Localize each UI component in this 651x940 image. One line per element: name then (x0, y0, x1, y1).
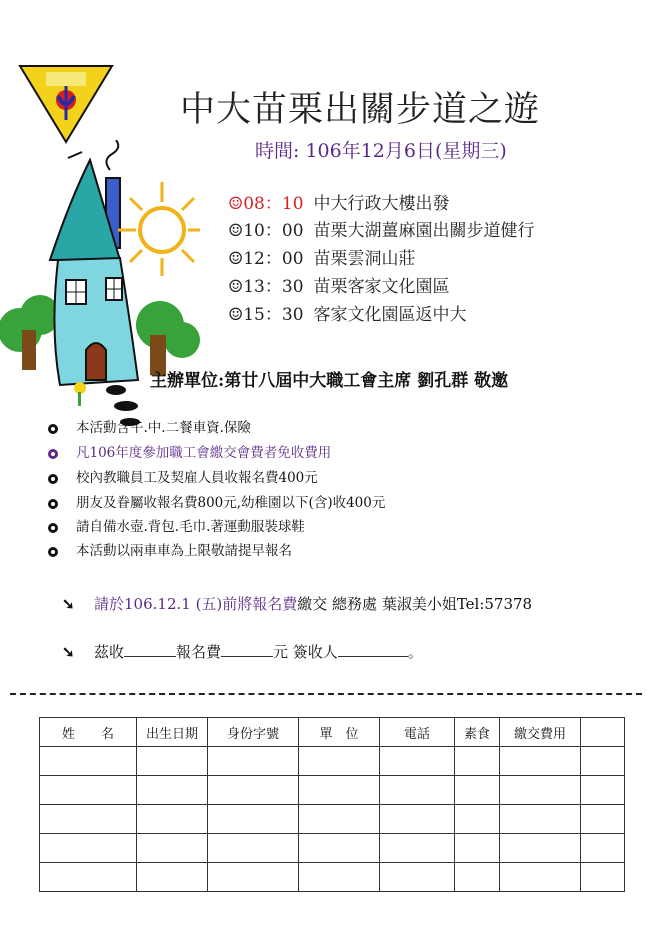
form-cell[interactable] (299, 863, 380, 892)
form-cell[interactable] (500, 776, 581, 805)
event-date: 時間: 106年12月6日(星期三) (255, 140, 507, 162)
receipt-line: ➘ 茲收 報名費 元 簽收人 。 (62, 643, 423, 661)
form-cell[interactable] (299, 834, 380, 863)
form-cell[interactable] (208, 776, 299, 805)
form-cell[interactable] (137, 805, 208, 834)
bullet-icon (48, 449, 58, 459)
form-cell[interactable] (581, 834, 625, 863)
schedule-item (228, 300, 467, 325)
col-vegetarian: 素食 (455, 718, 500, 747)
form-cell[interactable] (40, 747, 137, 776)
col-phone: 電話 (380, 718, 455, 747)
bullet-icon (48, 474, 58, 484)
form-cell[interactable] (208, 805, 299, 834)
form-cell[interactable] (208, 747, 299, 776)
schedule-item (228, 189, 450, 214)
registration-table (39, 717, 625, 892)
blank-field[interactable] (221, 656, 273, 657)
form-cell[interactable] (40, 863, 137, 892)
table-row (40, 747, 625, 776)
col-name: 姓 名 (40, 718, 137, 747)
table-row (40, 805, 625, 834)
note-item: 凡106年度參加職工會繳交會費者免收費用 (48, 441, 331, 461)
bullet-icon (48, 499, 58, 509)
note-item: 請自備水壺.背包.毛巾.著運動服裝球鞋 (48, 515, 305, 535)
form-cell[interactable] (500, 863, 581, 892)
blank-field[interactable] (338, 656, 408, 657)
table-row (40, 776, 625, 805)
form-cell[interactable] (380, 805, 455, 834)
form-cell[interactable] (137, 776, 208, 805)
table-row (40, 834, 625, 863)
schedule-place: 苗栗雲洞山莊 (313, 249, 416, 269)
form-cell[interactable] (581, 863, 625, 892)
note-item: 本活動含午.中.二餐車資.保險 (48, 416, 251, 436)
bullet-icon (48, 424, 58, 434)
form-cell[interactable] (208, 834, 299, 863)
page-title: 中大苗栗出關步道之遊 (180, 90, 541, 130)
schedule-time: ☺08：10 (228, 194, 304, 214)
payment-instruction: ➘ 請於106.12.1 (五)前將報名費繳交 總務處 葉淑美小姐Tel:57378 (62, 595, 533, 613)
bullet-icon (48, 547, 58, 557)
schedule-item (228, 272, 450, 297)
bullet-icon (48, 523, 58, 533)
arrow-icon: ➘ (62, 643, 75, 661)
schedule-place: 苗栗客家文化園區 (313, 277, 450, 297)
form-cell[interactable] (299, 805, 380, 834)
schedule-time: ☺13：30 (228, 277, 304, 297)
form-cell[interactable] (500, 805, 581, 834)
form-cell[interactable] (299, 776, 380, 805)
blank-field[interactable] (124, 656, 176, 657)
col-unit: 單 位 (299, 718, 380, 747)
note-item: 朋友及眷屬收報名費800元,幼稚園以下(含)收400元 (48, 491, 385, 511)
form-cell[interactable] (380, 863, 455, 892)
schedule-place: 客家文化園區返中大 (313, 305, 467, 325)
form-cell[interactable] (581, 747, 625, 776)
form-cell[interactable] (380, 834, 455, 863)
schedule-time: ☺10：00 (228, 221, 304, 241)
form-cell[interactable] (40, 805, 137, 834)
form-cell[interactable] (380, 776, 455, 805)
form-cell[interactable] (500, 834, 581, 863)
form-cell[interactable] (500, 747, 581, 776)
schedule-place: 苗栗大湖薑麻園出關步道健行 (313, 221, 535, 241)
schedule-time: ☺15：30 (228, 305, 304, 325)
form-cell[interactable] (455, 776, 500, 805)
form-cell[interactable] (455, 834, 500, 863)
form-cell[interactable] (380, 747, 455, 776)
form-cell[interactable] (581, 776, 625, 805)
table-row (40, 863, 625, 892)
form-cell[interactable] (208, 863, 299, 892)
schedule-item (228, 244, 416, 269)
table-header-row (40, 718, 625, 747)
schedule-place: 中大行政大樓出發 (313, 194, 450, 214)
form-cell[interactable] (455, 863, 500, 892)
col-birth: 出生日期 (137, 718, 208, 747)
schedule-item (228, 216, 535, 241)
organizer-line: 主辦單位:第廿八屆中大職工會主席 劉孔群 敬邀 (150, 371, 509, 391)
form-cell[interactable] (455, 805, 500, 834)
arrow-icon: ➘ (62, 595, 75, 613)
form-cell[interactable] (137, 747, 208, 776)
col-extra (581, 718, 625, 747)
form-cell[interactable] (137, 834, 208, 863)
schedule-time: ☺12：00 (228, 249, 304, 269)
sun-illustration (118, 178, 200, 278)
note-item: 校內教職員工及契雇人員收報名費400元 (48, 466, 318, 486)
col-id: 身份字號 (208, 718, 299, 747)
form-cell[interactable] (137, 863, 208, 892)
form-cell[interactable] (299, 747, 380, 776)
note-item: 本活動以兩車車為上限敬請提早報名 (48, 539, 292, 559)
union-logo (18, 64, 114, 144)
form-cell[interactable] (581, 805, 625, 834)
cut-line (10, 693, 642, 695)
form-cell[interactable] (455, 747, 500, 776)
form-cell[interactable] (40, 776, 137, 805)
col-fee: 繳交費用 (500, 718, 581, 747)
form-cell[interactable] (40, 834, 137, 863)
